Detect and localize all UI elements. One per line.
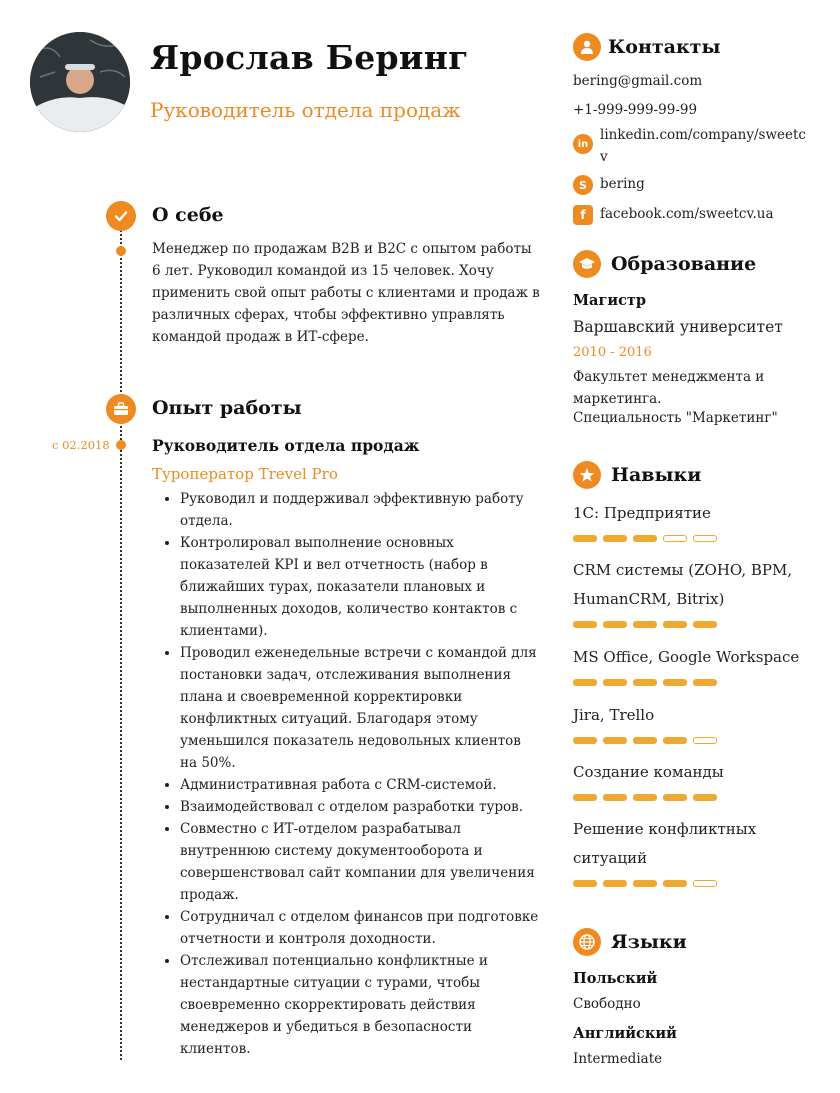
- skill-segment-filled: [603, 535, 627, 542]
- skill-name: [573, 758, 813, 787]
- education-faculty: [573, 366, 764, 410]
- job-date: с 02.2018: [52, 438, 110, 452]
- skill-level-bar: [573, 679, 813, 686]
- skill-name-line: Создание команды: [573, 763, 724, 781]
- skill-name-line: Jira, Trello: [573, 706, 655, 724]
- language-name: Польский: [573, 970, 658, 987]
- skill-segment-filled: [573, 621, 597, 628]
- checkmark-icon: [106, 201, 136, 231]
- skill-segment-filled: [693, 679, 717, 686]
- skill-segment-filled: [633, 621, 657, 628]
- briefcase-icon: [106, 394, 136, 424]
- skill-level-bar: [573, 535, 813, 542]
- list-item: • Взаимодействовал с отделом разработки туров.: [180, 796, 542, 818]
- user-icon: [573, 33, 601, 61]
- skill-name: [573, 701, 813, 730]
- list-item: • Контролировал выполнение основных показателей KPI и вел отчетность (набор в ближайших турах, показатели плановых и выполненных доходов, количество контактов с клиентами).: [180, 532, 542, 642]
- skill-name-line: CRM системы (ZOHO, BPM,: [573, 561, 793, 579]
- skill-segment-filled: [633, 679, 657, 686]
- skills-title: Навыки: [611, 464, 702, 486]
- globe-icon: [573, 928, 601, 956]
- list-item: • Административная работа с CRM-системой.: [180, 774, 542, 796]
- list-item: • Руководил и поддерживал эффективную работу отдела.: [180, 488, 542, 532]
- languages-title: Языки: [611, 931, 687, 953]
- skill-name: [573, 556, 813, 614]
- skill-item: [573, 643, 813, 701]
- skill-segment-filled: [693, 794, 717, 801]
- timeline-dot: [116, 246, 126, 256]
- skill-name: [573, 815, 813, 873]
- skill-name: [573, 499, 813, 528]
- star-icon: [573, 461, 601, 489]
- skill-segment-filled: [633, 737, 657, 744]
- skill-item: [573, 815, 813, 902]
- skill-segment-filled: [603, 737, 627, 744]
- faculty-line: Факультет менеджмента и: [573, 369, 765, 385]
- candidate-role: Руководитель отдела продаж: [150, 98, 461, 122]
- faculty-line: маркетинга.: [573, 391, 662, 407]
- skill-item: [573, 499, 813, 556]
- linkedin-line: v: [600, 149, 608, 165]
- skill-segment-filled: [603, 794, 627, 801]
- avatar: [30, 32, 130, 132]
- education-specialty: Специальность "Маркетинг": [573, 410, 778, 426]
- skill-segment-filled: [663, 737, 687, 744]
- skill-segment-filled: [603, 679, 627, 686]
- skill-segment-filled: [693, 621, 717, 628]
- skill-segment-empty: [693, 737, 717, 744]
- skill-name-line: HumanCRM, Bitrix): [573, 590, 725, 608]
- skill-segment-empty: [693, 535, 717, 542]
- language-name: Английский: [573, 1025, 677, 1042]
- education-degree: Магистр: [573, 292, 647, 309]
- skill-segment-empty: [663, 535, 687, 542]
- contacts-title: Контакты: [608, 36, 721, 58]
- linkedin-line: linkedin.com/company/sweetc: [600, 127, 806, 143]
- about-title: О себе: [152, 204, 224, 226]
- skill-name-line: ситуаций: [573, 849, 648, 867]
- language-level: Intermediate: [573, 1051, 663, 1067]
- facebook-icon: f: [573, 205, 593, 225]
- skill-segment-filled: [573, 794, 597, 801]
- skill-segment-filled: [633, 794, 657, 801]
- job-company: Туроператор Trevel Pro: [152, 465, 338, 483]
- about-text: Менеджер по продажам B2B и B2C с опытом работы 6 лет. Руководил командой из 15 человек. Хочу применить свой опыт работы с клиентами и продаж в различных сферах, чтобы эффективно управлять командой продаж в ИТ-сфере.: [152, 241, 540, 345]
- timeline-dot: [116, 440, 126, 450]
- language-level: Свободно: [573, 996, 641, 1012]
- timeline-line: [120, 230, 122, 1060]
- contact-skype[interactable]: bering: [600, 176, 645, 192]
- skill-item: [573, 556, 813, 643]
- linkedin-icon: in: [573, 134, 593, 154]
- skill-item: [573, 758, 813, 815]
- skype-icon: S: [573, 175, 593, 195]
- skill-list: [573, 499, 813, 902]
- skill-level-bar: [573, 737, 813, 744]
- profile-photo: [30, 32, 130, 132]
- skill-segment-filled: [603, 621, 627, 628]
- list-item: • Совместно с ИТ-отделом разрабатывал внутреннюю систему документооборота и совершенствовал сайт компании для увеличения продаж.: [180, 818, 542, 906]
- education-university: Варшавский университет: [573, 318, 783, 336]
- list-item: • Отслеживал потенциально конфликтные и нестандартные ситуации с турами, чтобы своевременно скорректировать действия менеджеров и убедиться в безопасности клиентов.: [180, 950, 542, 1060]
- skill-segment-filled: [663, 794, 687, 801]
- skill-segment-filled: [573, 880, 597, 887]
- candidate-name: Ярослав Беринг: [150, 38, 469, 77]
- list-item: • Сотрудничал с отделом финансов при подготовке отчетности и контроля доходности.: [180, 906, 542, 950]
- skill-level-bar: [573, 794, 813, 801]
- skill-segment-filled: [573, 535, 597, 542]
- skill-name: [573, 643, 813, 672]
- skill-segment-filled: [603, 880, 627, 887]
- contact-email[interactable]: bering@gmail.com: [573, 73, 703, 89]
- education-years: 2010 - 2016: [573, 345, 652, 360]
- contact-phone[interactable]: +1-999-999-99-99: [573, 102, 698, 118]
- skill-segment-filled: [633, 535, 657, 542]
- skill-item: [573, 701, 813, 758]
- skill-segment-empty: [693, 880, 717, 887]
- skill-segment-filled: [573, 737, 597, 744]
- skill-segment-filled: [573, 679, 597, 686]
- job-title: Руководитель отдела продаж: [152, 436, 420, 455]
- skill-name-line: Решение конфликтных: [573, 820, 757, 838]
- skill-segment-filled: [663, 880, 687, 887]
- contact-linkedin[interactable]: [600, 124, 806, 168]
- skill-segment-filled: [633, 880, 657, 887]
- skill-level-bar: [573, 621, 813, 628]
- skill-name-line: MS Office, Google Workspace: [573, 648, 800, 666]
- skill-segment-filled: [663, 679, 687, 686]
- job-responsibilities: [152, 488, 542, 1060]
- graduation-cap-icon: [573, 250, 601, 278]
- contact-facebook[interactable]: facebook.com/sweetcv.ua: [600, 206, 774, 222]
- skill-level-bar: [573, 880, 813, 887]
- education-title: Образование: [611, 253, 757, 275]
- list-item: • Проводил еженедельные встречи с командой для постановки задач, отслеживания выполнения плана и своевременной корректировки конфликтных ситуаций. Благодаря этому уменьшился показатель недовольных клиентов на 50%.: [180, 642, 542, 774]
- skill-name-line: 1С: Предприятие: [573, 504, 711, 522]
- experience-title: Опыт работы: [152, 397, 302, 419]
- skill-segment-filled: [663, 621, 687, 628]
